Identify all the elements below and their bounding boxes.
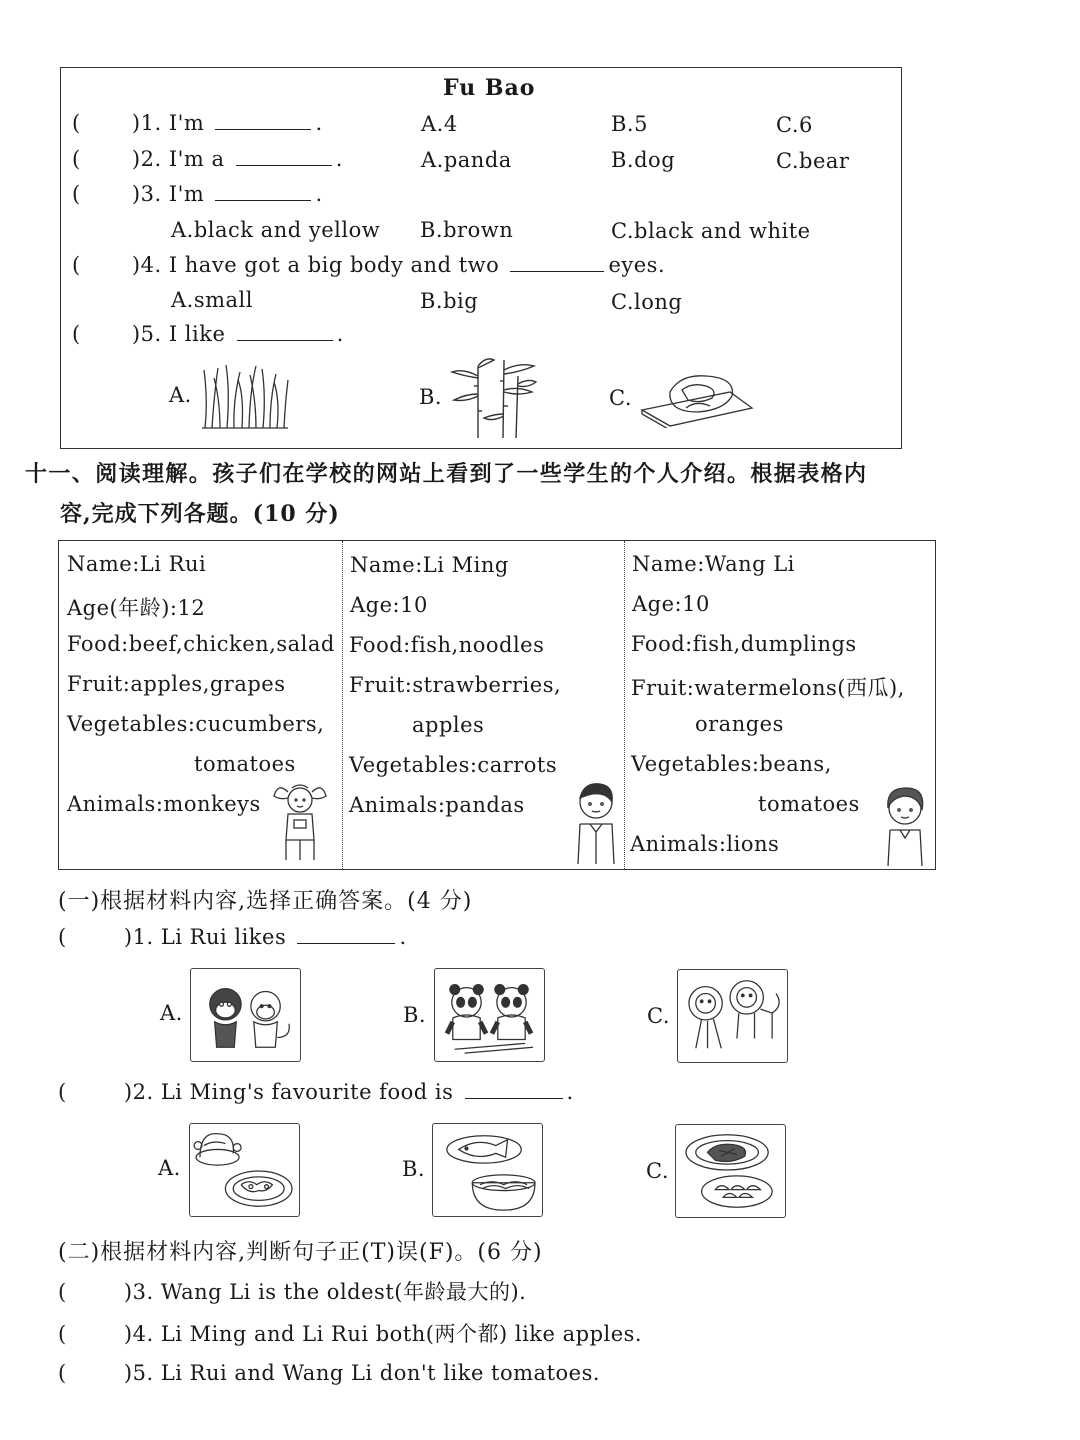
answer-paren[interactable]: (: [72, 147, 81, 171]
profile-animals: Animals:pandas: [349, 793, 525, 817]
section11-heading-line1: 十一、阅读理解。孩子们在学校的网站上看到了一些学生的个人介绍。根据表格内: [25, 461, 868, 487]
answer-paren[interactable]: (: [72, 111, 81, 135]
part1-q2-option-c[interactable]: C.: [646, 1159, 669, 1183]
answer-blank: [465, 1080, 563, 1099]
column-divider: [624, 541, 625, 869]
fubao-q1: [72, 111, 323, 135]
profile-age: Age(年龄):12: [67, 596, 206, 620]
part1-q1-option-b[interactable]: B.: [403, 1003, 427, 1027]
profile-vegetables: Vegetables:carrots: [349, 753, 558, 777]
question-number: )1.: [123, 925, 154, 949]
answer-blank: [510, 253, 604, 272]
profile-vegetables-cont: tomatoes: [758, 792, 860, 816]
question-stem: I have got a big body and two: [168, 253, 500, 277]
answer-paren[interactable]: (: [58, 1322, 67, 1346]
profile-food: Food:fish,noodles: [349, 633, 545, 657]
fish-noodles-icon[interactable]: [432, 1123, 543, 1217]
fubao-q3: [72, 182, 323, 206]
profile-fruit: Fruit:watermelons(西瓜),: [631, 676, 905, 700]
pandas-icon[interactable]: [434, 968, 545, 1062]
fubao-q2-option-c[interactable]: C.bear: [776, 149, 850, 173]
question-stem: I'm: [168, 111, 205, 135]
question-end: .: [335, 147, 343, 171]
fubao-q3-option-a[interactable]: A.black and yellow: [171, 218, 381, 242]
profile-name: Name:Wang Li: [632, 552, 795, 576]
answer-blank: [236, 147, 332, 166]
question-number: )4.: [123, 1322, 154, 1346]
profile-vegetables-cont: tomatoes: [194, 752, 296, 776]
fubao-q4-option-c[interactable]: C.long: [611, 290, 683, 314]
fubao-q1-option-c[interactable]: C.6: [776, 113, 813, 137]
fubao-q3-option-c[interactable]: C.black and white: [611, 219, 811, 243]
answer-paren[interactable]: (: [58, 925, 67, 949]
question-number: )2.: [131, 147, 162, 171]
answer-blank: [215, 182, 311, 201]
section11-heading-line2: 容,完成下列各题。(10 分): [60, 501, 340, 527]
answer-blank: [237, 322, 333, 341]
question-number: )2.: [123, 1080, 154, 1104]
part2-heading: (二)根据材料内容,判断句子正(T)误(F)。(6 分): [58, 1240, 543, 1265]
profile-food: Food:beef,chicken,salad: [67, 632, 335, 656]
answer-paren[interactable]: (: [72, 322, 81, 346]
profile-fruit-cont: oranges: [695, 712, 784, 736]
profile-age: Age:10: [350, 593, 428, 617]
question-number: )3.: [123, 1280, 154, 1304]
question-number: )4.: [131, 253, 162, 277]
part2-q5: [58, 1361, 600, 1385]
answer-paren[interactable]: (: [58, 1280, 67, 1304]
answer-paren[interactable]: (: [72, 253, 81, 277]
fubao-q4-option-b[interactable]: B.big: [420, 289, 479, 313]
question-stem: Li Ming's favourite food is: [160, 1080, 454, 1104]
part1-q2: [58, 1080, 574, 1104]
question-end: .: [315, 111, 323, 135]
question-stem: Li Rui likes: [160, 925, 287, 949]
fubao-q5-option-c[interactable]: C.: [609, 386, 632, 410]
fubao-title: Fu Bao: [443, 75, 536, 101]
profile-food: Food:fish,dumplings: [631, 632, 857, 656]
part1-heading: (一)根据材料内容,选择正确答案。(4 分): [58, 889, 473, 914]
fubao-q1-option-b[interactable]: B.5: [611, 112, 648, 136]
statement-text: Li Rui and Wang Li don't like tomatoes.: [160, 1361, 601, 1385]
statement-text: Wang Li is the oldest(年龄最大的).: [160, 1280, 527, 1304]
bamboo-icon: [448, 356, 538, 438]
fubao-q2-option-b[interactable]: B.dog: [611, 148, 676, 172]
chicken-salad-icon[interactable]: [189, 1123, 300, 1217]
profile-name: Name:Li Rui: [67, 552, 207, 576]
fubao-q4-option-a[interactable]: A.small: [171, 288, 253, 312]
profile-animals: Animals:lions: [630, 832, 780, 856]
part1-q1-option-a[interactable]: A.: [160, 1001, 183, 1025]
part1-q1: [58, 925, 407, 949]
boy-icon: [570, 778, 622, 864]
part1-q1-option-c[interactable]: C.: [647, 1004, 670, 1028]
statement-text: Li Ming and Li Rui both(两个都) like apples.: [160, 1322, 643, 1346]
question-end: .: [399, 925, 407, 949]
steak-dumplings-icon[interactable]: [675, 1124, 786, 1218]
answer-paren[interactable]: (: [72, 182, 81, 206]
boy-stretching-icon: [268, 778, 330, 862]
fubao-q5-option-b[interactable]: B.: [419, 385, 443, 409]
answer-blank: [297, 925, 395, 944]
fubao-q2-option-a[interactable]: A.panda: [421, 148, 512, 172]
answer-paren[interactable]: (: [58, 1080, 67, 1104]
fubao-q4: [72, 253, 665, 277]
profile-fruit-cont: apples: [412, 713, 485, 737]
question-number: )5.: [123, 1361, 154, 1385]
question-number: )1.: [131, 111, 162, 135]
fubao-q5: [72, 322, 344, 346]
question-stem: I like: [168, 322, 226, 346]
grass-icon: [200, 360, 290, 430]
part2-q4: [58, 1318, 642, 1348]
question-stem: I'm a: [168, 147, 225, 171]
question-number: )3.: [131, 182, 162, 206]
question-end: .: [315, 182, 323, 206]
girl-icon: [878, 782, 932, 866]
answer-blank: [215, 111, 311, 130]
question-stem: I'm: [168, 182, 205, 206]
lions-icon[interactable]: [677, 969, 788, 1063]
monkeys-icon[interactable]: [190, 968, 301, 1062]
profile-vegetables: Vegetables:beans,: [631, 752, 832, 776]
fubao-q1-option-a[interactable]: A.4: [421, 112, 458, 136]
meat-plate-icon: [640, 368, 755, 428]
fubao-q5-option-a[interactable]: A.: [169, 383, 192, 407]
part1-q2-option-b[interactable]: B.: [402, 1157, 426, 1181]
question-number: )5.: [131, 322, 162, 346]
question-end: .: [566, 1080, 574, 1104]
profiles-table: [58, 540, 936, 870]
question-end: .: [336, 322, 344, 346]
answer-paren[interactable]: (: [58, 1361, 67, 1385]
fubao-q3-option-b[interactable]: B.brown: [420, 218, 514, 242]
question-end: eyes.: [608, 253, 666, 277]
column-divider: [342, 541, 343, 869]
profile-fruit: Fruit:apples,grapes: [67, 672, 286, 696]
fubao-q2: [72, 147, 343, 171]
part2-q3: [58, 1276, 526, 1306]
part1-q2-option-a[interactable]: A.: [158, 1156, 181, 1180]
profile-age: Age:10: [632, 592, 710, 616]
profile-fruit: Fruit:strawberries,: [349, 673, 562, 697]
profile-animals: Animals:monkeys: [67, 792, 261, 816]
profile-name: Name:Li Ming: [350, 553, 509, 577]
profile-vegetables: Vegetables:cucumbers,: [67, 712, 325, 736]
